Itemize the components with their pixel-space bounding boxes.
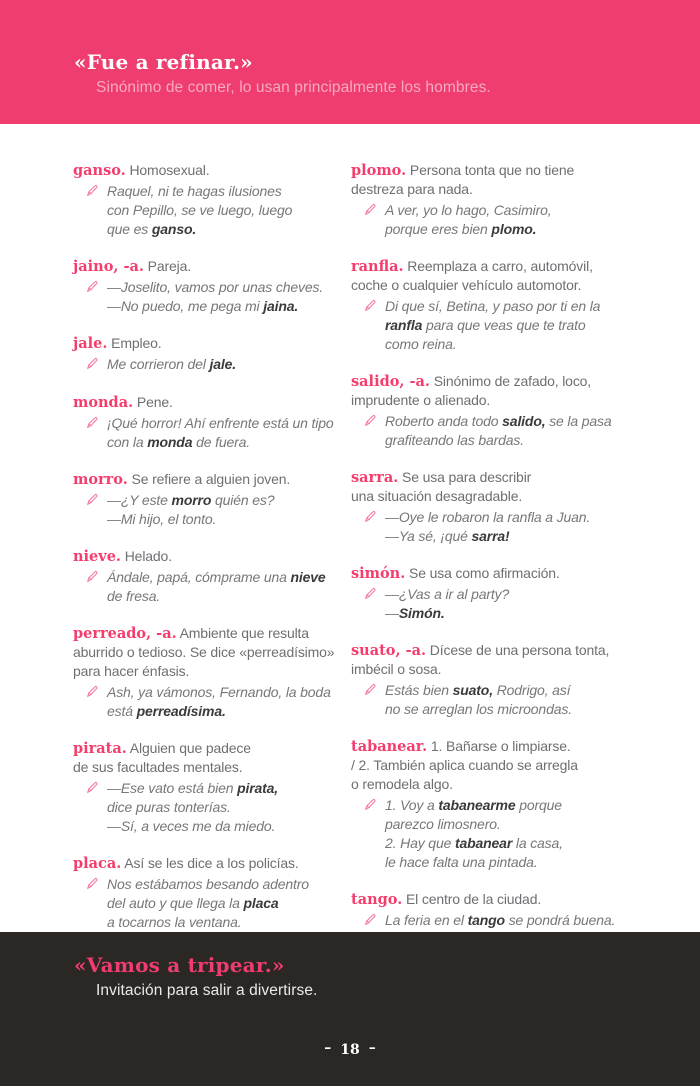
- example-block: [364, 585, 660, 623]
- example-lines: [107, 414, 351, 452]
- dictionary-entry: [73, 334, 351, 375]
- example-line: —No puedo, me pega mi jaina.: [107, 298, 299, 314]
- example-line: Roberto anda todo salido, se la pasa: [385, 413, 612, 429]
- dictionary-entry: [351, 257, 660, 354]
- term-label: tango.: [351, 891, 403, 908]
- example-block: [86, 355, 351, 375]
- top-banner-title: «Fue a refinar.»: [74, 50, 253, 74]
- term-and-definition: placa. Así se les dice a los policías.: [73, 855, 299, 872]
- example-line: —Mi hijo, el tonto.: [107, 511, 217, 527]
- dictionary-entry: [351, 372, 660, 450]
- example-line: La feria en el tango se pondrá buena.: [385, 912, 616, 928]
- term-label: tabanear.: [351, 738, 428, 755]
- dictionary-entry: [73, 257, 351, 316]
- example-block: [364, 297, 660, 354]
- term-and-definition: tango. El centro de la ciudad.: [351, 891, 542, 908]
- term-label: ranfla.: [351, 258, 404, 275]
- definition-line: imbécil o sosa.: [351, 661, 442, 677]
- pencil-icon: [364, 508, 385, 546]
- definition-line: o remodela algo.: [351, 776, 453, 792]
- example-lines: [385, 911, 660, 931]
- term-label: monda.: [73, 394, 134, 411]
- example-line: Di que sí, Betina, y paso por ti en la: [385, 298, 601, 314]
- pencil-icon: [86, 355, 107, 375]
- definition-line: una situación desagradable.: [351, 488, 523, 504]
- example-line: dice puras tonterías.: [107, 799, 231, 815]
- dictionary-entry: [351, 641, 660, 719]
- example-line: a tocarnos la ventana.: [107, 914, 242, 930]
- example-lines: [385, 508, 660, 546]
- pencil-icon: [86, 779, 107, 836]
- example-line: no se arreglan los microondas.: [385, 701, 572, 717]
- example-lines: [385, 297, 660, 354]
- example-line: parezco limosnero.: [385, 816, 501, 832]
- bottom-banner-subtitle: Invitación para salir a divertirse.: [96, 982, 318, 999]
- term-label: jale.: [73, 335, 108, 352]
- definition-line: coche o cualquier vehículo automotor.: [351, 277, 582, 293]
- term-and-definition: tabanear. 1. Bañarse o limpiarse.: [351, 738, 571, 755]
- example-block: [364, 796, 660, 872]
- pencil-icon: [86, 568, 107, 606]
- term-and-definition: suato, -a. Dícese de una persona tonta,: [351, 642, 610, 659]
- top-banner: [0, 0, 700, 124]
- example-lines: [385, 412, 660, 450]
- example-line: Raquel, ni te hagas ilusiones: [107, 183, 282, 199]
- term-and-definition: monda. Pene.: [73, 394, 173, 411]
- term-and-definition: salido, -a. Sinónimo de zafado, loco,: [351, 373, 592, 390]
- dictionary-entry: [73, 393, 351, 452]
- example-block: [364, 681, 660, 719]
- dictionary-entry: [351, 161, 660, 239]
- dictionary-entry: [73, 470, 351, 529]
- example-line: Ándale, papá, cómprame una nieve: [107, 569, 326, 585]
- example-line: le hace falta una pintada.: [385, 854, 538, 870]
- example-line: con Pepillo, se ve luego, luego: [107, 202, 293, 218]
- example-line: que es ganso.: [107, 221, 197, 237]
- term-label: suato, -a.: [351, 642, 427, 659]
- right-column: [351, 161, 660, 932]
- example-line: con la monda de fuera.: [107, 434, 250, 450]
- example-lines: [107, 568, 351, 606]
- example-line: grafiteando las bardas.: [385, 432, 524, 448]
- page-number-dash-left: –: [324, 1040, 332, 1056]
- example-block: [364, 201, 660, 239]
- page-number-dash-right: –: [368, 1040, 376, 1056]
- example-block: [86, 683, 351, 721]
- example-line: Me corrieron del jale.: [107, 356, 236, 372]
- definition-line: destreza para nada.: [351, 181, 473, 197]
- term-and-definition: ranfla. Reemplaza a carro, automóvil,: [351, 258, 593, 275]
- example-block: [86, 278, 351, 316]
- dictionary-entry: [73, 547, 351, 606]
- definition-line: aburrido o tedioso. Se dice «perreadísimo»: [73, 644, 335, 660]
- example-block: [86, 568, 351, 606]
- left-column: [73, 161, 351, 932]
- example-block: [86, 779, 351, 836]
- page-number-value: 18: [340, 1042, 360, 1058]
- pencil-icon: [86, 278, 107, 316]
- example-line: —Sí, a veces me da miedo.: [107, 818, 276, 834]
- example-block: [364, 911, 660, 931]
- term-label: ganso.: [73, 162, 126, 179]
- term-label: nieve.: [73, 548, 121, 565]
- term-label: salido, -a.: [351, 373, 430, 390]
- example-line: —Joselito, vamos por unas cheves.: [107, 279, 324, 295]
- dictionary-entry: [73, 161, 351, 239]
- example-line: ranfla para que veas que te trato: [385, 317, 586, 333]
- example-lines: [107, 182, 351, 239]
- page-number: [0, 1042, 700, 1058]
- example-line: de fresa.: [107, 588, 161, 604]
- term-and-definition: perreado, -a. Ambiente que resulta: [73, 625, 309, 642]
- term-label: pirata.: [73, 740, 127, 757]
- dictionary-entry: [351, 737, 660, 872]
- pencil-icon: [364, 796, 385, 872]
- term-and-definition: simón. Se usa como afirmación.: [351, 565, 560, 582]
- example-line: está perreadísima.: [107, 703, 226, 719]
- definition-line: de sus facultades mentales.: [73, 759, 243, 775]
- example-lines: [107, 875, 351, 932]
- example-lines: [107, 491, 351, 529]
- pencil-icon: [364, 412, 385, 450]
- example-line: —Simón.: [385, 605, 445, 621]
- example-lines: [107, 683, 351, 721]
- dictionary-entry: [73, 739, 351, 836]
- example-lines: [385, 585, 660, 623]
- example-line: ¡Qué horror! Ahí enfrente está un tipo: [107, 415, 334, 431]
- definition-line: / 2. También aplica cuando se arregla: [351, 757, 578, 773]
- term-and-definition: jaino, -a. Pareja.: [73, 258, 191, 275]
- example-block: [86, 491, 351, 529]
- term-and-definition: morro. Se refiere a alguien joven.: [73, 471, 291, 488]
- example-line: porque eres bien plomo.: [385, 221, 537, 237]
- example-line: A ver, yo lo hago, Casimiro,: [385, 202, 552, 218]
- term-label: placa.: [73, 855, 122, 872]
- example-line: 2. Hay que tabanear la casa,: [385, 835, 563, 851]
- term-label: simón.: [351, 565, 406, 582]
- example-lines: [385, 681, 660, 719]
- example-line: como reina.: [385, 336, 457, 352]
- term-and-definition: sarra. Se usa para describir: [351, 469, 532, 486]
- example-block: [364, 508, 660, 546]
- term-label: morro.: [73, 471, 128, 488]
- example-line: Nos estábamos besando adentro: [107, 876, 309, 892]
- example-block: [86, 414, 351, 452]
- pencil-icon: [86, 683, 107, 721]
- example-line: —Ya sé, ¡qué sarra!: [385, 528, 510, 544]
- example-line: Ash, ya vámonos, Fernando, la boda: [107, 684, 331, 700]
- term-label: plomo.: [351, 162, 407, 179]
- pencil-icon: [364, 585, 385, 623]
- term-label: perreado, -a.: [73, 625, 177, 642]
- dictionary-entry: [73, 854, 351, 932]
- pencil-icon: [86, 414, 107, 452]
- term-and-definition: pirata. Alguien que padece: [73, 740, 251, 757]
- term-label: sarra.: [351, 469, 399, 486]
- term-and-definition: ganso. Homosexual.: [73, 162, 210, 179]
- example-line: del auto y que llega la placa: [107, 895, 279, 911]
- example-line: —¿Y este morro quién es?: [107, 492, 275, 508]
- definition-line: para hacer énfasis.: [73, 663, 190, 679]
- pencil-icon: [86, 875, 107, 932]
- example-line: —¿Vas a ir al party?: [385, 586, 510, 602]
- term-and-definition: jale. Empleo.: [73, 335, 162, 352]
- example-line: —Ese vato está bien pirata,: [107, 780, 279, 796]
- example-lines: [385, 796, 660, 872]
- pencil-icon: [364, 297, 385, 354]
- pencil-icon: [364, 201, 385, 239]
- bottom-banner: [0, 932, 700, 1086]
- example-line: 1. Voy a tabanearme porque: [385, 797, 562, 813]
- example-line: Estás bien suato, Rodrigo, así: [385, 682, 571, 698]
- example-lines: [107, 779, 351, 836]
- top-banner-subtitle: Sinónimo de comer, lo usan principalmente los hombres.: [96, 79, 491, 96]
- pencil-icon: [86, 182, 107, 239]
- example-lines: [107, 278, 351, 316]
- example-block: [364, 412, 660, 450]
- pencil-icon: [86, 491, 107, 529]
- dictionary-entry: [351, 564, 660, 623]
- bottom-banner-title: «Vamos a tripear.»: [74, 953, 285, 977]
- term-label: jaino, -a.: [73, 258, 144, 275]
- pencil-icon: [364, 911, 385, 931]
- definition-line: imprudente o alienado.: [351, 392, 491, 408]
- example-lines: [107, 355, 351, 375]
- example-block: [86, 875, 351, 932]
- pencil-icon: [364, 681, 385, 719]
- dictionary-entry: [73, 624, 351, 721]
- example-line: —Oye le robaron la ranfla a Juan.: [385, 509, 591, 525]
- dictionary-entry: [351, 890, 660, 931]
- example-lines: [385, 201, 660, 239]
- dictionary-entry: [351, 468, 660, 546]
- example-block: [86, 182, 351, 239]
- dictionary-page-body: [0, 124, 700, 932]
- term-and-definition: nieve. Helado.: [73, 548, 172, 565]
- term-and-definition: plomo. Persona tonta que no tiene: [351, 162, 575, 179]
